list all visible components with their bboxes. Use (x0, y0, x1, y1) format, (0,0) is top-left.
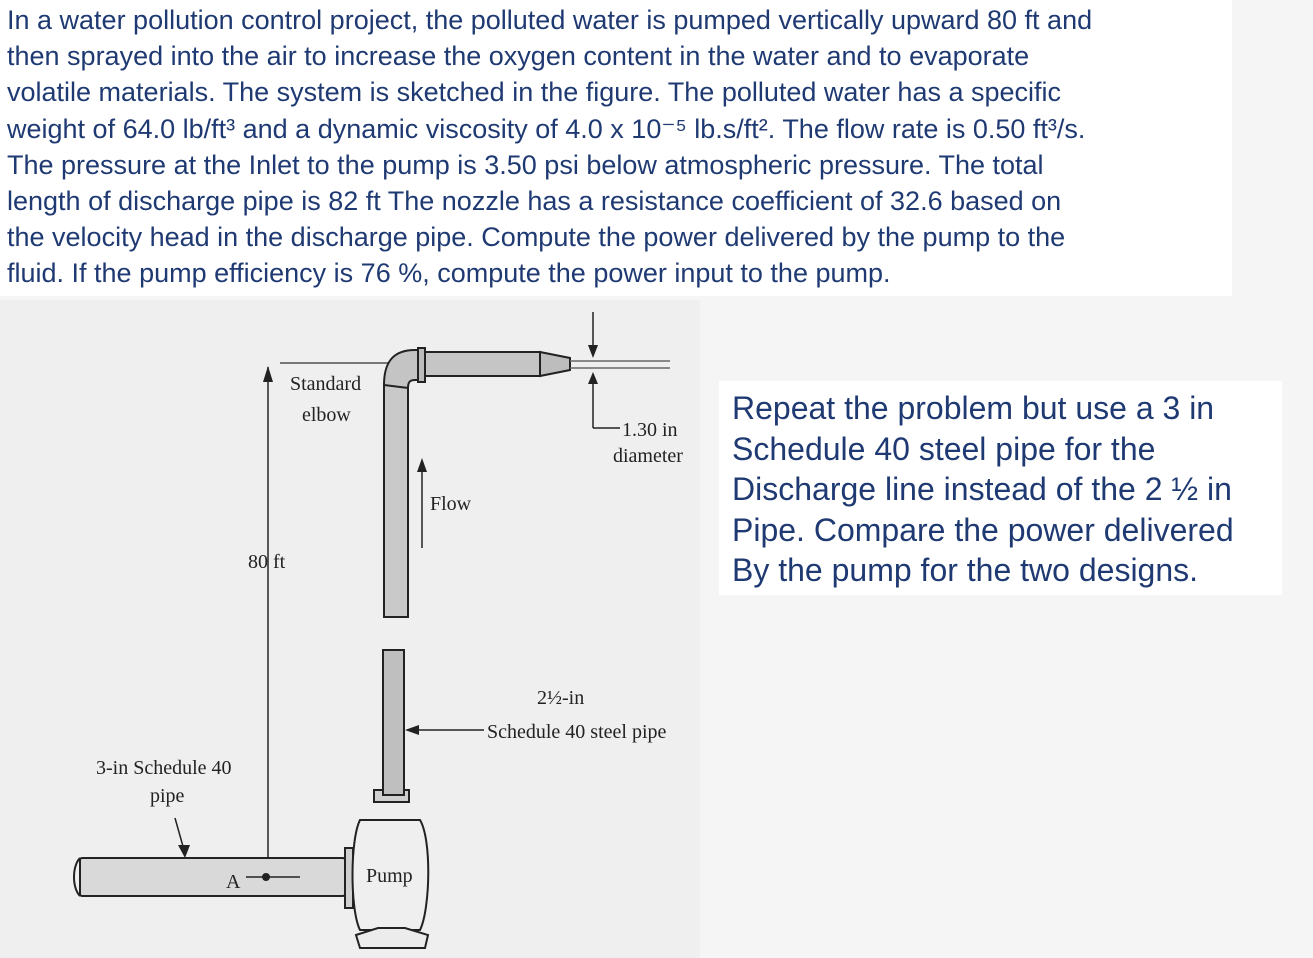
problem-line: weight of 64.0 lb/ft³ and a dynamic viscosity of 4.0 x 10⁻⁵ lb.s/ft². The flow rate is 0.50 ft³/s. (7, 113, 1086, 144)
height-label: 80 ft (248, 551, 286, 573)
pump-label: Pump (366, 865, 413, 887)
standard-label: Standard (290, 373, 362, 395)
pump-base (356, 928, 428, 948)
note-line: Schedule 40 steel pipe for the (732, 430, 1156, 467)
horizontal-discharge-pipe (425, 352, 540, 376)
discharge-pipe-lower (383, 650, 404, 795)
repeat-problem-note (719, 381, 1282, 595)
elbow-flange (418, 348, 425, 382)
elbow-label: elbow (302, 404, 351, 426)
nozzle-size-label: 1.30 in (622, 419, 678, 441)
suction-pipe (80, 858, 345, 896)
problem-text-block (0, 0, 1232, 296)
nozzle-diameter-label: diameter (613, 445, 683, 467)
problem-line: In a water pollution control project, the polluted water is pumped vertically upward 80 ft and (7, 5, 1093, 35)
discharge-pipe-upper (384, 385, 408, 617)
note-line: Repeat the problem but use a 3 in (732, 390, 1215, 426)
problem-line: then sprayed into the air to increase the oxygen content in the water and to evaporate (7, 41, 1030, 72)
note-line: Pipe. Compare the power delivered (732, 511, 1234, 548)
suction-pipe-label-line-1: 3-in Schedule 40 (96, 757, 232, 779)
note-line: By the pump for the two designs. (732, 552, 1199, 588)
note-line: Discharge line instead of the 2 ½ in (732, 471, 1232, 507)
problem-line: The pressure at the Inlet to the pump is 3.50 psi below atmospheric pressure. The total (7, 149, 1044, 180)
problem-line: fluid. If the pump efficiency is 76 %, compute the power input to the pump. (7, 258, 891, 289)
pump-system-diagram (0, 300, 700, 958)
problem-line: volatile materials. The system is sketched in the figure. The polluted water has a specific (7, 77, 1062, 108)
suction-pipe-label-line-2: pipe (150, 785, 185, 807)
problem-line: length of discharge pipe is 82 ft The nozzle has a resistance coefficient of 32.6 based on (7, 186, 1062, 217)
point-a-label: A (226, 871, 241, 893)
discharge-pipe-label: Schedule 40 steel pipe (487, 721, 667, 743)
pump-system-figure (0, 300, 700, 958)
problem-line: the velocity head in the discharge pipe. Compute the power delivered by the pump to the (7, 222, 1066, 253)
discharge-fraction-label: 2½-in (537, 687, 585, 709)
point-a-marker (262, 873, 270, 881)
flow-label: Flow (430, 493, 472, 515)
